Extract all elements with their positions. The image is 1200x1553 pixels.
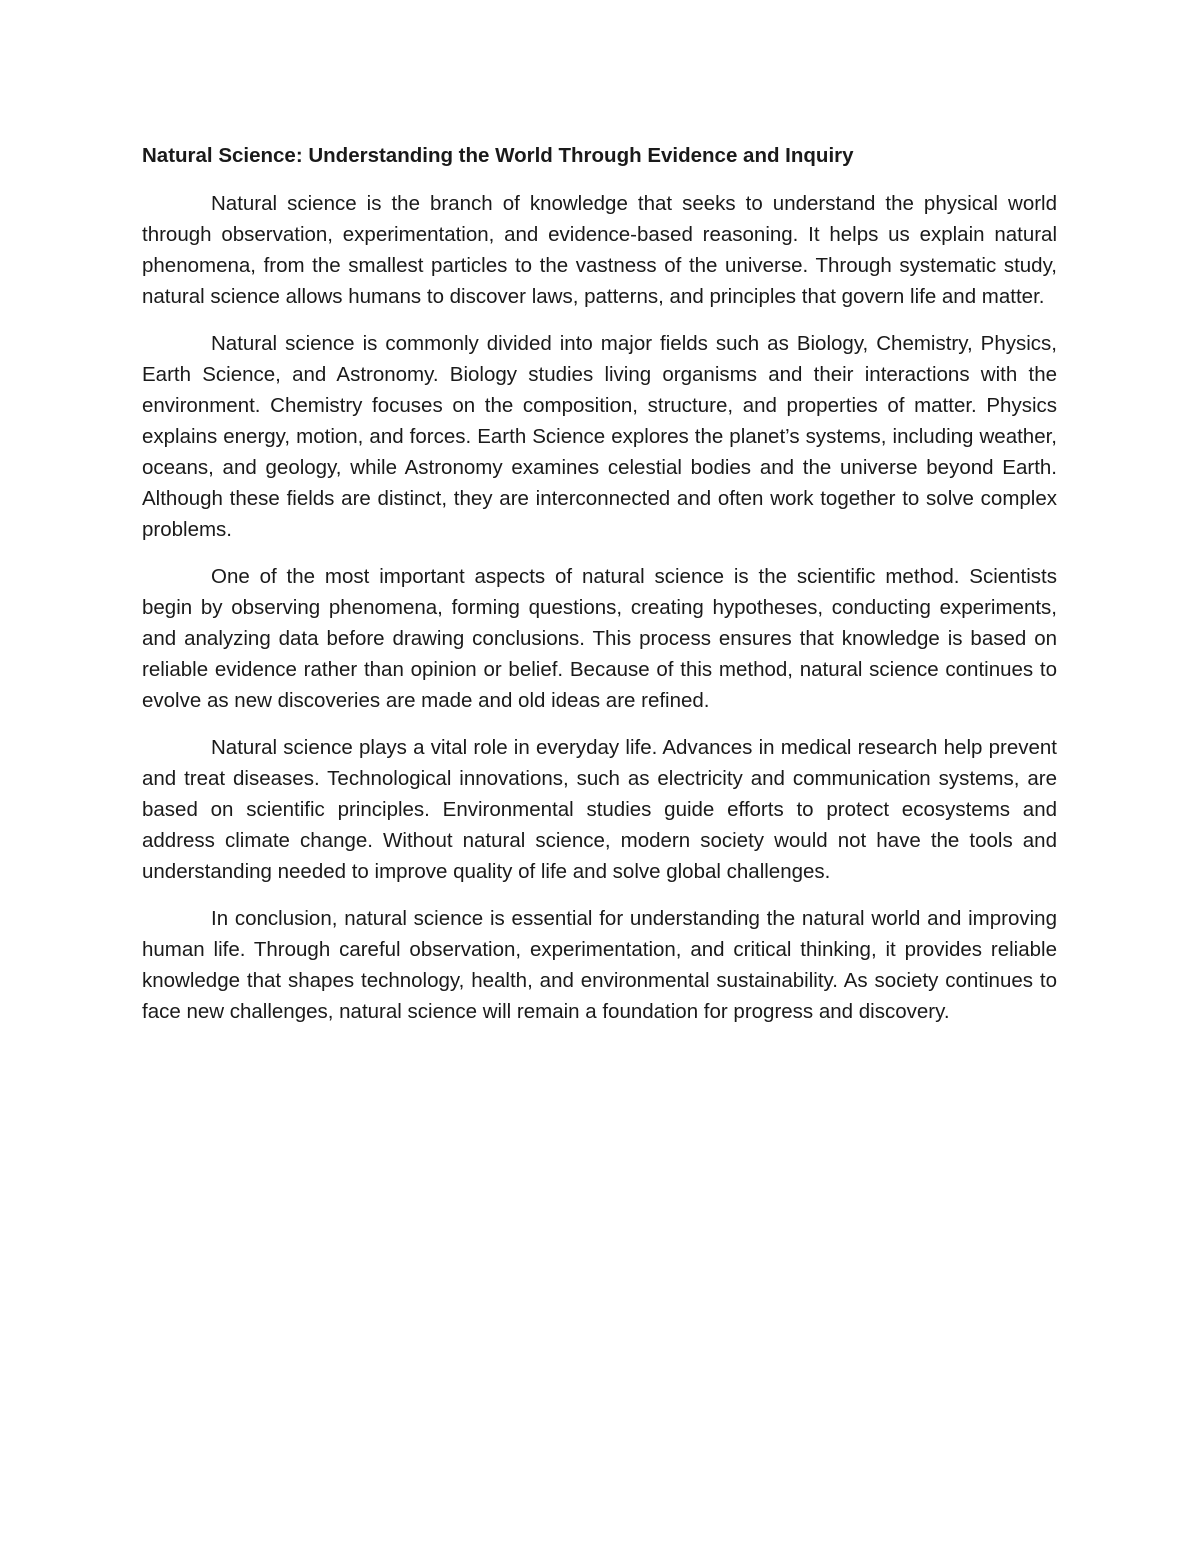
paragraph-scientific-method: One of the most important aspects of natural science is the scientific method. Scientists begin by observing phenomena, forming questions, creating hypotheses, conducting experiments, and analyzing data before drawing conclusions. This process ensures that knowledge is based on reliable evidence rather than opinion or belief. Because of this method, natural science continues to evolve as new discoveries are made and old ideas are refined. bbox=[142, 565, 1057, 712]
paragraph-everyday-life: Natural science plays a vital role in everyday life. Advances in medical research help prevent and treat diseases. Technological innovations, such as electricity and communication systems, are based on scientific principles. Environmental studies guide efforts to protect ecosystems and address climate change. Without natural science, modern society would not have the tools and understanding needed to improve quality of life and solve global challenges. bbox=[142, 736, 1057, 883]
document-title: Natural Science: Understanding the World Through Evidence and Inquiry bbox=[142, 144, 854, 167]
paragraph-conclusion: In conclusion, natural science is essential for understanding the natural world and improving human life. Through careful observation, experimentation, and critical thinking, it provides reliable knowledge that shapes technology, health, and environmental sustainability. As society continues to face new challenges, natural science will remain a foundation for progress and discovery. bbox=[142, 907, 1057, 1023]
paragraph-fields: Natural science is commonly divided into major fields such as Biology, Chemistry, Physics, Earth Science, and Astronomy. Biology studies living organisms and their interactions with the environment. Chemistry focuses on the composition, structure, and properties of matter. Physics explains energy, motion, and forces. Earth Science explores the planet’s systems, including weather, oceans, and geology, while Astronomy examines celestial bodies and the universe beyond Earth. Although these fields are distinct, they are interconnected and often work together to solve complex problems. bbox=[142, 332, 1057, 541]
document-body bbox=[142, 141, 1057, 1043]
paragraph-introduction: Natural science is the branch of knowledge that seeks to understand the physical world through observation, experimentation, and evidence-based reasoning. It helps us explain natural phenomena, from the smallest particles to the vastness of the universe. Through systematic study, natural science allows humans to discover laws, patterns, and principles that govern life and matter. bbox=[142, 192, 1057, 308]
